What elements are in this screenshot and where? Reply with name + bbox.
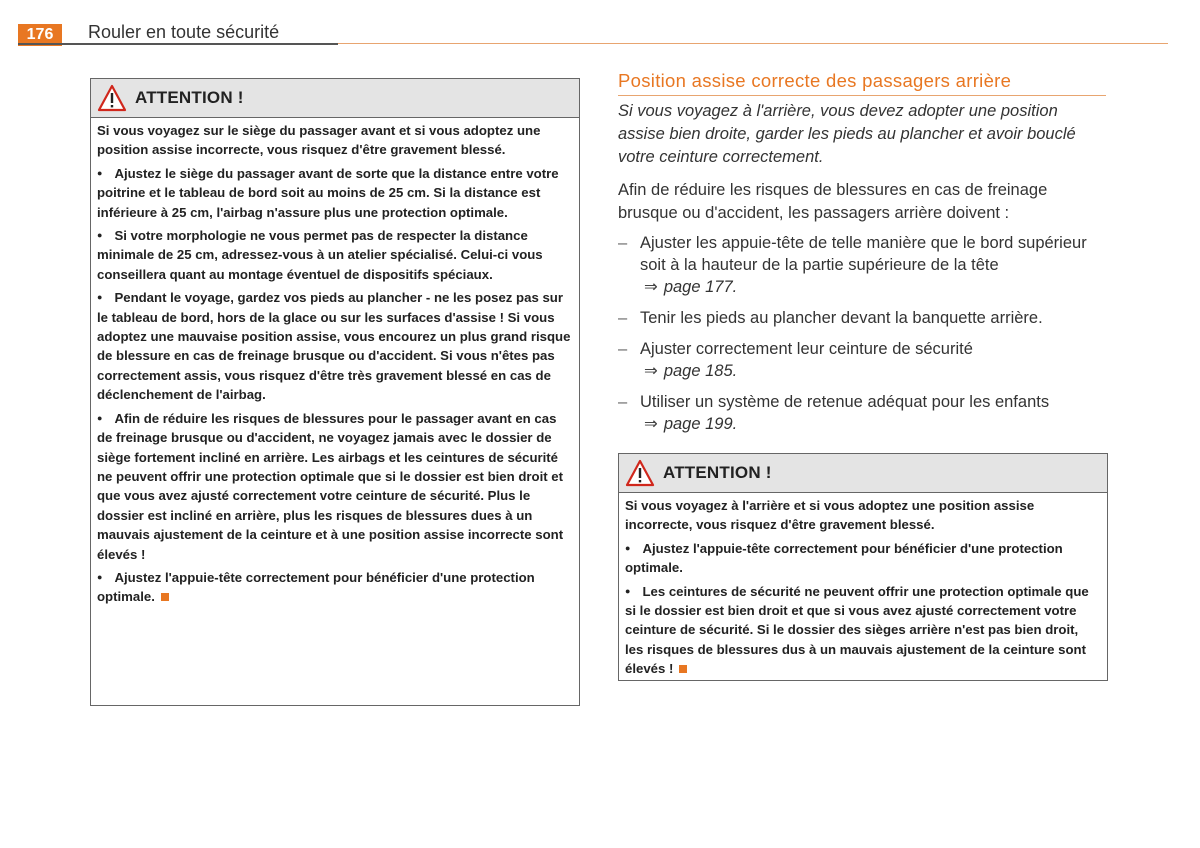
warning-box-front-passenger bbox=[90, 78, 580, 706]
arrow-right-icon: ⇒ bbox=[644, 415, 658, 433]
warning-title: ATTENTION ! bbox=[135, 88, 244, 107]
end-of-section-square-icon bbox=[161, 593, 169, 601]
warning-triangle-icon bbox=[97, 84, 127, 112]
section-title: Position assise correcte des passagers arrière bbox=[618, 70, 1012, 91]
list-item: – Ajuster correctement leur ceinture de sécurité ⇒ page 185. bbox=[618, 338, 1108, 382]
warning-triangle-icon bbox=[625, 459, 655, 487]
warning-body bbox=[619, 493, 1107, 687]
warning-intro: Si vous voyagez à l'arrière et si vous adoptez une position assise incorrecte, vous risquez d'être gravement blessé. bbox=[625, 498, 1035, 533]
arrow-right-icon: ⇒ bbox=[644, 362, 658, 380]
warning-body bbox=[91, 118, 579, 615]
warning-box-rear-passengers bbox=[618, 453, 1108, 681]
warning-bullet: ● Ajustez l'appuie-tête correctement pour bénéficier d'une protection optimale. bbox=[625, 539, 1099, 578]
warning-title: ATTENTION ! bbox=[663, 463, 772, 482]
page-reference[interactable]: ⇒ page 185. bbox=[644, 362, 738, 380]
end-of-section-square-icon bbox=[679, 665, 687, 673]
warning-bullet: ● Ajustez l'appuie-tête correctement pour bénéficier d'une protection optimale. bbox=[97, 568, 571, 607]
list-item: – Utiliser un système de retenue adéquat pour les enfants ⇒ page 199. bbox=[618, 391, 1108, 435]
warning-header bbox=[619, 454, 1107, 493]
warning-intro: Si vous voyagez sur le siège du passager avant et si vous adoptez une position assise incorrecte, vous risquez d'être gravement blessé. bbox=[97, 123, 541, 158]
warning-bullet: ● Afin de réduire les risques de blessures pour le passager avant en cas de freinage brusque ou d'accident, ne voyagez jamais avec le dossier de siège fortement incliné en arrière. Les airbags et les ceintures de sécurité ne peuvent offrir une protection optimale que si le dossier est bien droit et que vous avez ajusté correctement votre ceinture de sécurité. Plus le dossier est incliné en arrière, plus les risques de blessures dues à un mauvais ajustement de la ceinture et à une position assise incorrecte sont élevés ! bbox=[97, 409, 571, 564]
page-reference[interactable]: ⇒ page 199. bbox=[644, 415, 738, 433]
warning-header bbox=[91, 79, 579, 118]
list-item: – Tenir les pieds au plancher devant la banquette arrière. bbox=[618, 309, 1043, 327]
running-header: Rouler en toute sécurité bbox=[88, 22, 280, 42]
section-paragraph: Afin de réduire les risques de blessures en cas de freinage brusque ou d'accident, les passagers arrière doivent : bbox=[618, 181, 1048, 222]
page-reference[interactable]: ⇒ page 177. bbox=[644, 278, 738, 296]
warning-bullet: ● Pendant le voyage, gardez vos pieds au plancher - ne les posez pas sur le tableau de bord, hors de la glace ou sur les surfaces d'assise ! Si vous adoptez une mauvaise position assise, vous encourez un plus grand risque de blessure en cas de freinage brusque ou d'accident. Si vous n'êtes pas correctement assis, vous risquez d'être très gravement blessé en cas de déclenchement de l'airbag. bbox=[97, 288, 571, 404]
page-number: 176 bbox=[18, 24, 62, 46]
header-rule-accent bbox=[18, 43, 338, 45]
instruction-list bbox=[618, 232, 1108, 444]
arrow-right-icon: ⇒ bbox=[644, 278, 658, 296]
list-item: – Ajuster les appuie-tête de telle manière que le bord supérieur soit à la hauteur de la partie supérieure de la tête ⇒ page 177. bbox=[618, 232, 1108, 298]
section-intro: Si vous voyagez à l'arrière, vous devez adopter une position assise bien droite, garder les pieds au plancher et avoir bouclé votre ceinture correctement. bbox=[618, 102, 1076, 166]
section-rule bbox=[618, 95, 1106, 96]
warning-bullet: ● Ajustez le siège du passager avant de sorte que la distance entre votre poitrine et le tableau de bord soit au moins de 25 cm. Si la distance est inférieure à 25 cm, l'airbag n'assure plus une protection optimale. bbox=[97, 164, 571, 222]
warning-bullet: ● Si votre morphologie ne vous permet pas de respecter la distance minimale de 25 cm, adressez-vous à un atelier spécialisé. Celui-ci vous conseillera quant au montage éventuel de dispositifs spéciaux. bbox=[97, 226, 571, 284]
warning-bullet: ● Les ceintures de sécurité ne peuvent offrir une protection optimale que si le dossier est bien droit et que si vous avez ajusté correctement votre ceinture de sécurité. Si le dossier des sièges arrière n'est pas bien droit, les risques de blessures dus à un mauvais ajustement de la ceinture sont élevés ! bbox=[625, 582, 1099, 679]
